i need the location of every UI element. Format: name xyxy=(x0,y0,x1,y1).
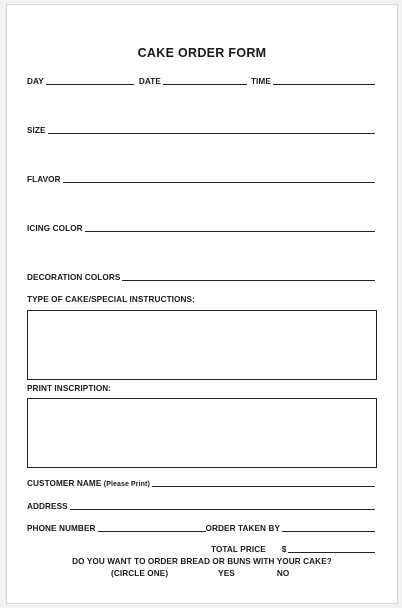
phone-number-field[interactable] xyxy=(98,531,206,532)
no-option[interactable]: NO xyxy=(276,569,290,578)
circle-one-label: (CIRCLE ONE) xyxy=(111,569,169,578)
form-title: CAKE ORDER FORM xyxy=(137,46,267,60)
date-field[interactable] xyxy=(163,84,247,85)
decoration-colors-field[interactable] xyxy=(122,280,375,281)
decoration-colors-row xyxy=(27,273,375,282)
special-instructions-box[interactable] xyxy=(27,310,377,380)
size-field[interactable] xyxy=(48,133,375,134)
time-field[interactable] xyxy=(273,84,375,85)
total-price-field[interactable] xyxy=(288,552,375,553)
order-taken-by-field[interactable] xyxy=(282,531,375,532)
type-of-cake-label: TYPE OF CAKE/SPECIAL INSTRUCTIONS: xyxy=(27,295,195,304)
address-field[interactable] xyxy=(70,509,375,510)
order-form-sheet xyxy=(6,4,398,604)
phone-row xyxy=(27,524,375,533)
bread-question: DO YOU WANT TO ORDER BREAD OR BUNS WITH YOUR CAKE? xyxy=(72,557,332,566)
address-label: ADDRESS xyxy=(27,502,68,511)
address-row xyxy=(27,502,375,511)
day-label: DAY xyxy=(27,77,44,86)
order-taken-by-label: ORDER TAKEN BY xyxy=(205,524,281,533)
flavor-label: FLAVOR xyxy=(27,175,61,184)
please-print-note: (Please Print) xyxy=(103,481,150,488)
flavor-field[interactable] xyxy=(63,182,375,183)
circle-one-row xyxy=(111,569,291,578)
print-inscription-row xyxy=(27,384,375,393)
flavor-row xyxy=(27,175,375,184)
decoration-colors-label: DECORATION COLORS xyxy=(27,273,121,282)
customer-name-row xyxy=(27,479,375,488)
customer-name-text: CUSTOMER NAME xyxy=(27,479,102,488)
size-label: SIZE xyxy=(27,126,46,135)
total-price-row xyxy=(211,545,375,554)
icing-color-row xyxy=(27,224,375,233)
type-of-cake-row xyxy=(27,295,375,304)
customer-name-field[interactable] xyxy=(152,486,375,487)
inscription-box[interactable] xyxy=(27,398,377,468)
total-price-label: TOTAL PRICE xyxy=(211,545,266,554)
time-label: TIME xyxy=(250,77,271,86)
dollar-sign: $ xyxy=(281,545,287,554)
date-label: DATE xyxy=(138,77,161,86)
size-row xyxy=(27,126,375,135)
day-date-time-row xyxy=(27,77,375,86)
print-inscription-label: PRINT INSCRIPTION: xyxy=(27,384,112,393)
customer-name-label xyxy=(27,479,152,488)
icing-color-label: ICING COLOR xyxy=(27,224,83,233)
yes-option[interactable]: YES xyxy=(218,569,235,578)
day-field[interactable] xyxy=(46,84,134,85)
icing-color-field[interactable] xyxy=(85,231,375,232)
phone-number-label: PHONE NUMBER xyxy=(27,524,96,533)
